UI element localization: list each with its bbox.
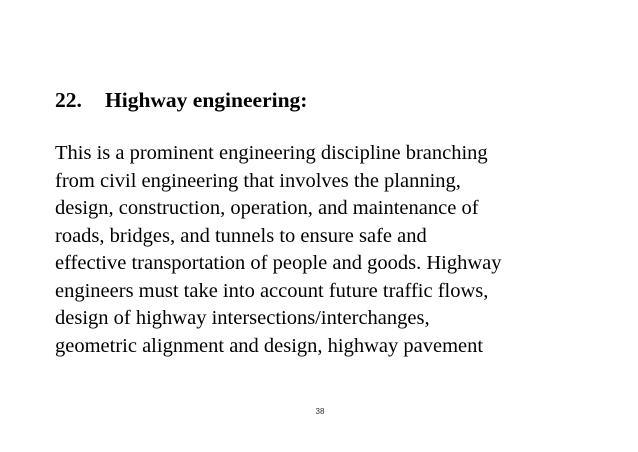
body-line: effective transportation of people and goods. Highway: [55, 252, 502, 274]
body-line: roads, bridges, and tunnels to ensure safe and: [55, 224, 427, 247]
section-heading: [55, 86, 307, 114]
body-line: engineers must take into account future traffic flows,: [55, 279, 489, 302]
section-number: 22.: [55, 88, 82, 112]
page-number: 38: [315, 407, 325, 416]
body-line: design of highway intersections/interchanges,: [55, 307, 430, 329]
body-line: geometric alignment and design, highway pavement: [55, 334, 484, 357]
body-line: design, construction, operation, and maintenance of: [55, 197, 479, 219]
section-title: Highway engineering:: [105, 88, 308, 112]
body-paragraph: [55, 140, 502, 360]
body-line: This is a prominent engineering discipline branching: [55, 142, 488, 164]
body-line: from civil engineering that involves the planning,: [55, 169, 461, 192]
